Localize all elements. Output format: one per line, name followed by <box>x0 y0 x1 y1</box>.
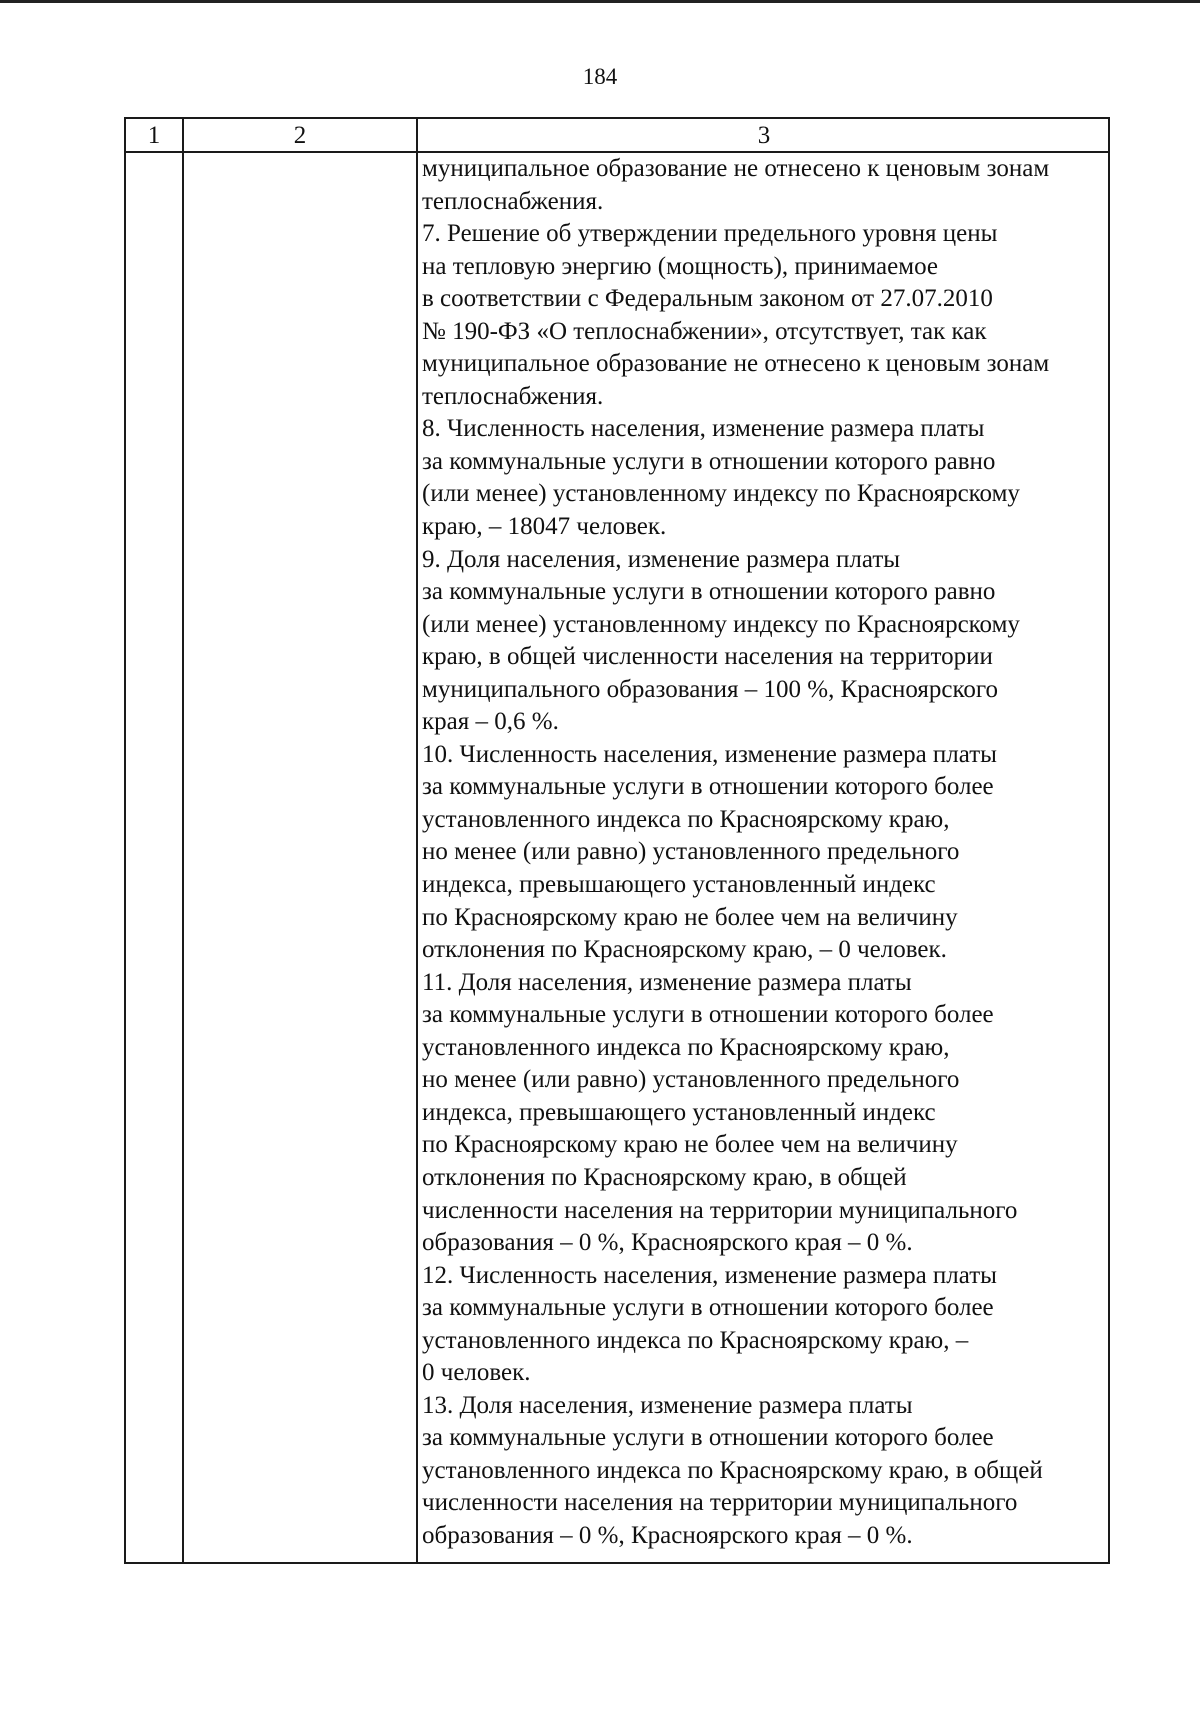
text-line: 0 человек. <box>422 1359 531 1387</box>
text-line: численности населения на территории муниципального <box>422 1489 1018 1517</box>
text-line: 11. Доля населения, изменение размера платы <box>422 968 912 996</box>
text-line: муниципальное образование не отнесено к ценовым зонам <box>422 155 1050 182</box>
text-line: муниципальное образование не отнесено к ценовым зонам <box>422 350 1050 378</box>
text-line: но менее (или равно) установленного предельного <box>422 1066 960 1094</box>
column-divider <box>182 119 184 1562</box>
text-line: отклонения по Красноярскому краю, в общей <box>422 1163 907 1191</box>
text-line: № 190-ФЗ «О теплоснабжении», отсутствует, так как <box>422 317 987 345</box>
text-line: установленного индекса по Красноярскому краю, – <box>422 1326 969 1354</box>
text-line: краю, – 18047 человек. <box>422 513 667 541</box>
text-line: теплоснабжения. <box>422 187 604 215</box>
text-line: численности населения на территории муниципального <box>422 1196 1018 1224</box>
text-line: индекса, превышающего установленный индекс <box>422 871 936 899</box>
top-border-rule <box>0 0 1200 3</box>
text-line: за коммунальные услуги в отношении которого равно <box>422 447 996 475</box>
column-header-1: 1 <box>147 122 161 149</box>
text-line: за коммунальные услуги в отношении которого более <box>422 1424 994 1452</box>
text-line: по Красноярскому краю не более чем на величину <box>422 903 958 931</box>
text-line: по Красноярскому краю не более чем на величину <box>422 1131 958 1159</box>
text-line: муниципального образования – 100 %, Красноярского <box>422 675 998 703</box>
text-line: 13. Доля населения, изменение размера платы <box>422 1391 913 1419</box>
text-line: (или менее) установленному индексу по Красноярскому <box>422 480 1020 508</box>
text-line: в соответствии с Федеральным законом от 27.07.2010 <box>422 285 993 313</box>
text-line: края – 0,6 %. <box>422 708 559 736</box>
text-line: краю, в общей численности населения на территории <box>422 643 993 671</box>
text-line: за коммунальные услуги в отношении которого равно <box>422 578 996 606</box>
text-line: за коммунальные услуги в отношении которого более <box>422 773 994 801</box>
text-line: установленного индекса по Красноярскому краю, <box>422 1033 950 1061</box>
text-line: 7. Решение об утверждении предельного уровня цены <box>422 220 998 248</box>
column-3-text-cell <box>422 153 1112 1553</box>
text-line: образования – 0 %, Красноярского края – 0 %. <box>422 1521 913 1549</box>
text-line: 12. Численность населения, изменение размера платы <box>422 1261 997 1289</box>
text-line: отклонения по Красноярскому краю, – 0 человек. <box>422 936 947 964</box>
text-line: 8. Численность населения, изменение размера платы <box>422 415 985 443</box>
text-line: за коммунальные услуги в отношении которого более <box>422 1294 994 1322</box>
text-line: образования – 0 %, Красноярского края – 0 %. <box>422 1229 913 1257</box>
page-number: 184 <box>582 64 618 89</box>
column-header-2: 2 <box>293 122 307 149</box>
text-line: за коммунальные услуги в отношении которого более <box>422 1001 994 1029</box>
text-line: 10. Численность населения, изменение размера платы <box>422 740 997 768</box>
text-line: (или менее) установленному индексу по Красноярскому <box>422 610 1020 638</box>
text-line: теплоснабжения. <box>422 382 604 410</box>
column-divider <box>416 119 418 1562</box>
text-line: но менее (или равно) установленного предельного <box>422 838 960 866</box>
text-line: установленного индекса по Красноярскому краю, в общей <box>422 1456 1043 1484</box>
text-line: 9. Доля населения, изменение размера платы <box>422 545 901 573</box>
text-line: на тепловую энергию (мощность), принимаемое <box>422 252 938 280</box>
column-header-3: 3 <box>757 122 771 149</box>
text-line: индекса, превышающего установленный индекс <box>422 1098 936 1126</box>
text-line: установленного индекса по Красноярскому краю, <box>422 805 950 833</box>
document-table <box>124 117 1110 1564</box>
